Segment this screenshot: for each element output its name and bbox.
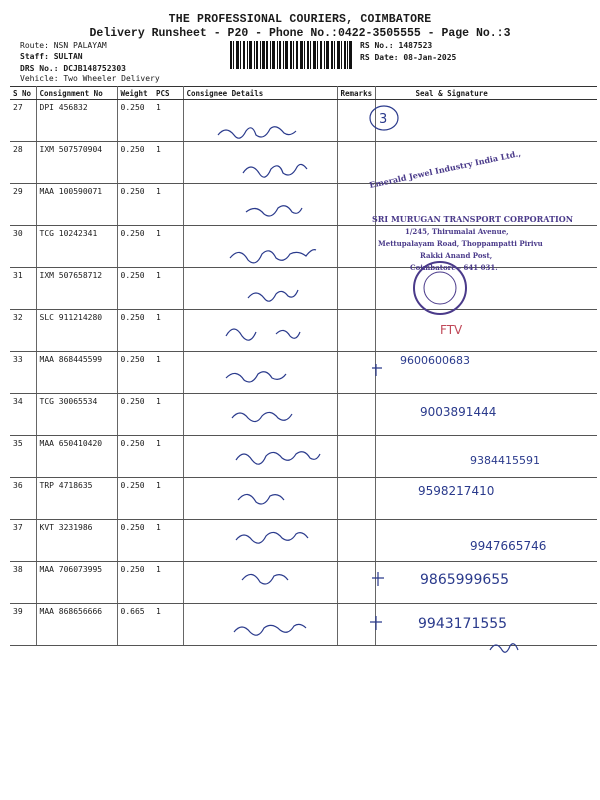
row-pcs: 1 [153, 142, 183, 184]
seal-phone-33: 9600600683 [400, 354, 470, 367]
row-pcs: 1 [153, 604, 183, 646]
row-remarks [337, 352, 375, 394]
table-header-row [10, 87, 597, 100]
row-consignment: IXM 507658712 [36, 268, 117, 310]
rs-number: RS No.: 1487523 [360, 41, 433, 50]
row-weight: 0.250 [117, 394, 153, 436]
row-sno: 35 [10, 436, 36, 478]
row-weight: 0.250 [117, 352, 153, 394]
row-consignment: TRP 4718635 [36, 478, 117, 520]
row-consignment: MAA 868656666 [36, 604, 117, 646]
table-row [10, 352, 597, 394]
row-consignee [183, 604, 337, 646]
stamp-smtc-4: Rakki Anand Post, [420, 251, 493, 260]
runsheet-subtitle: Delivery Runsheet - P20 - Phone No.:0422-3505555 - Page No.:3 [89, 27, 511, 40]
table-row [10, 100, 597, 142]
row-consignment: TCG 30065534 [36, 394, 117, 436]
row-sno: 34 [10, 394, 36, 436]
table-row [10, 562, 597, 604]
table-row [10, 520, 597, 562]
seal-phone-34: 9003891444 [420, 405, 497, 419]
row-sno: 30 [10, 226, 36, 268]
col-consignment: Consignment No [36, 87, 117, 100]
col-weight: Weight [117, 87, 153, 100]
row-remarks [337, 142, 375, 184]
table-row [10, 436, 597, 478]
vehicle-label: Vehicle: Two Wheeler Delivery [20, 74, 160, 83]
stamp-smtc-3: Mettupalayam Road, Thoppampatti Pirivu [378, 239, 543, 248]
seal-mark-32: FTV [440, 323, 463, 337]
col-consignee: Consignee Details [183, 87, 337, 100]
row-consignee [183, 352, 337, 394]
row-pcs: 1 [153, 478, 183, 520]
col-sno: S No [10, 87, 36, 100]
row-seal [375, 100, 597, 142]
table-row [10, 268, 597, 310]
stamp-smtc-1: SRI MURUGAN TRANSPORT CORPORATION [372, 214, 574, 224]
row-consignee [183, 520, 337, 562]
seal-phone-36: 9598217410 [418, 484, 495, 498]
row-seal [375, 310, 597, 352]
row-consignee [183, 268, 337, 310]
row-consignee [183, 184, 337, 226]
row-pcs: 1 [153, 100, 183, 142]
row-sno: 31 [10, 268, 36, 310]
row-consignment: SLC 911214280 [36, 310, 117, 352]
row-consignee [183, 100, 337, 142]
row-remarks [337, 436, 375, 478]
row-seal [375, 436, 597, 478]
stamp-emerald: Emerald Jewel Industry India Ltd., [368, 148, 522, 190]
row-weight: 0.250 [117, 142, 153, 184]
row-sno: 38 [10, 562, 36, 604]
seal-phone-37: 9947665746 [470, 539, 547, 553]
route-label: Route: NSN PALAYAM [20, 41, 107, 50]
row-weight: 0.250 [117, 184, 153, 226]
row-remarks [337, 226, 375, 268]
col-pcs: PCS [153, 87, 183, 100]
row-seal [375, 520, 597, 562]
row-weight: 0.250 [117, 478, 153, 520]
table-row [10, 604, 597, 646]
barcode-icon [230, 41, 352, 69]
row-consignment: TCG 10242341 [36, 226, 117, 268]
row-weight: 0.250 [117, 100, 153, 142]
row-consignment: DPI 456832 [36, 100, 117, 142]
row-remarks [337, 478, 375, 520]
row-consignment: MAA 100590071 [36, 184, 117, 226]
row-pcs: 1 [153, 226, 183, 268]
row-consignee [183, 142, 337, 184]
table-row [10, 226, 597, 268]
row-sno: 27 [10, 100, 36, 142]
row-seal [375, 562, 597, 604]
row-consignee [183, 394, 337, 436]
row-seal [375, 604, 597, 646]
row-remarks [337, 310, 375, 352]
row-sno: 37 [10, 520, 36, 562]
rs-date: RS Date: 08-Jan-2025 [360, 53, 457, 62]
remarks-mark-27: 3 [379, 112, 388, 127]
row-consignment: KVT 3231986 [36, 520, 117, 562]
row-weight: 0.250 [117, 226, 153, 268]
row-weight: 0.250 [117, 436, 153, 478]
row-sno: 29 [10, 184, 36, 226]
row-pcs: 1 [153, 394, 183, 436]
row-sno: 36 [10, 478, 36, 520]
row-consignment: MAA 706073995 [36, 562, 117, 604]
table-row [10, 478, 597, 520]
stamp-smtc-2: 1/245, Thirumalai Avenue, [405, 227, 509, 236]
row-pcs: 1 [153, 268, 183, 310]
row-weight: 0.250 [117, 268, 153, 310]
row-seal [375, 394, 597, 436]
row-seal [375, 352, 597, 394]
row-consignee [183, 226, 337, 268]
row-seal [375, 268, 597, 310]
seal-phone-39: 9943171555 [418, 616, 508, 632]
row-pcs: 1 [153, 562, 183, 604]
table-row [10, 184, 597, 226]
row-remarks [337, 520, 375, 562]
row-remarks [337, 268, 375, 310]
stamp-smtc-5: Coimbatore - 641 031. [410, 263, 498, 272]
staff-label: Staff: SULTAN [20, 52, 83, 61]
row-sno: 28 [10, 142, 36, 184]
row-sno: 32 [10, 310, 36, 352]
row-consignee [183, 310, 337, 352]
row-sno: 39 [10, 604, 36, 646]
row-weight: 0.250 [117, 520, 153, 562]
row-consignee [183, 436, 337, 478]
row-pcs: 1 [153, 352, 183, 394]
row-consignment: MAA 868445599 [36, 352, 117, 394]
table-row [10, 394, 597, 436]
row-weight: 0.250 [117, 562, 153, 604]
row-remarks [337, 394, 375, 436]
row-pcs: 1 [153, 184, 183, 226]
row-weight: 0.665 [117, 604, 153, 646]
row-seal [375, 142, 597, 184]
col-seal: Seal & Signature [375, 87, 597, 100]
col-remarks: Remarks [337, 87, 375, 100]
table-body [10, 100, 597, 646]
row-remarks [337, 562, 375, 604]
row-consignee [183, 478, 337, 520]
company-title: THE PROFESSIONAL COURIERS, COIMBATORE [168, 13, 432, 26]
row-pcs: 1 [153, 520, 183, 562]
row-pcs: 1 [153, 310, 183, 352]
row-seal [375, 184, 597, 226]
row-remarks [337, 184, 375, 226]
row-pcs: 1 [153, 436, 183, 478]
row-sno: 33 [10, 352, 36, 394]
row-consignee [183, 562, 337, 604]
row-consignment: MAA 650410420 [36, 436, 117, 478]
row-seal [375, 226, 597, 268]
row-weight: 0.250 [117, 310, 153, 352]
runsheet-table [10, 86, 597, 646]
drs-number: DRS No.: DCJB148752303 [20, 64, 126, 73]
seal-phone-38: 9865999655 [420, 572, 510, 588]
table-row [10, 142, 597, 184]
seal-phone-35: 9384415591 [470, 454, 540, 467]
table-row [10, 310, 597, 352]
row-remarks [337, 604, 375, 646]
row-consignment: IXM 507570904 [36, 142, 117, 184]
row-remarks [337, 100, 375, 142]
row-seal [375, 478, 597, 520]
